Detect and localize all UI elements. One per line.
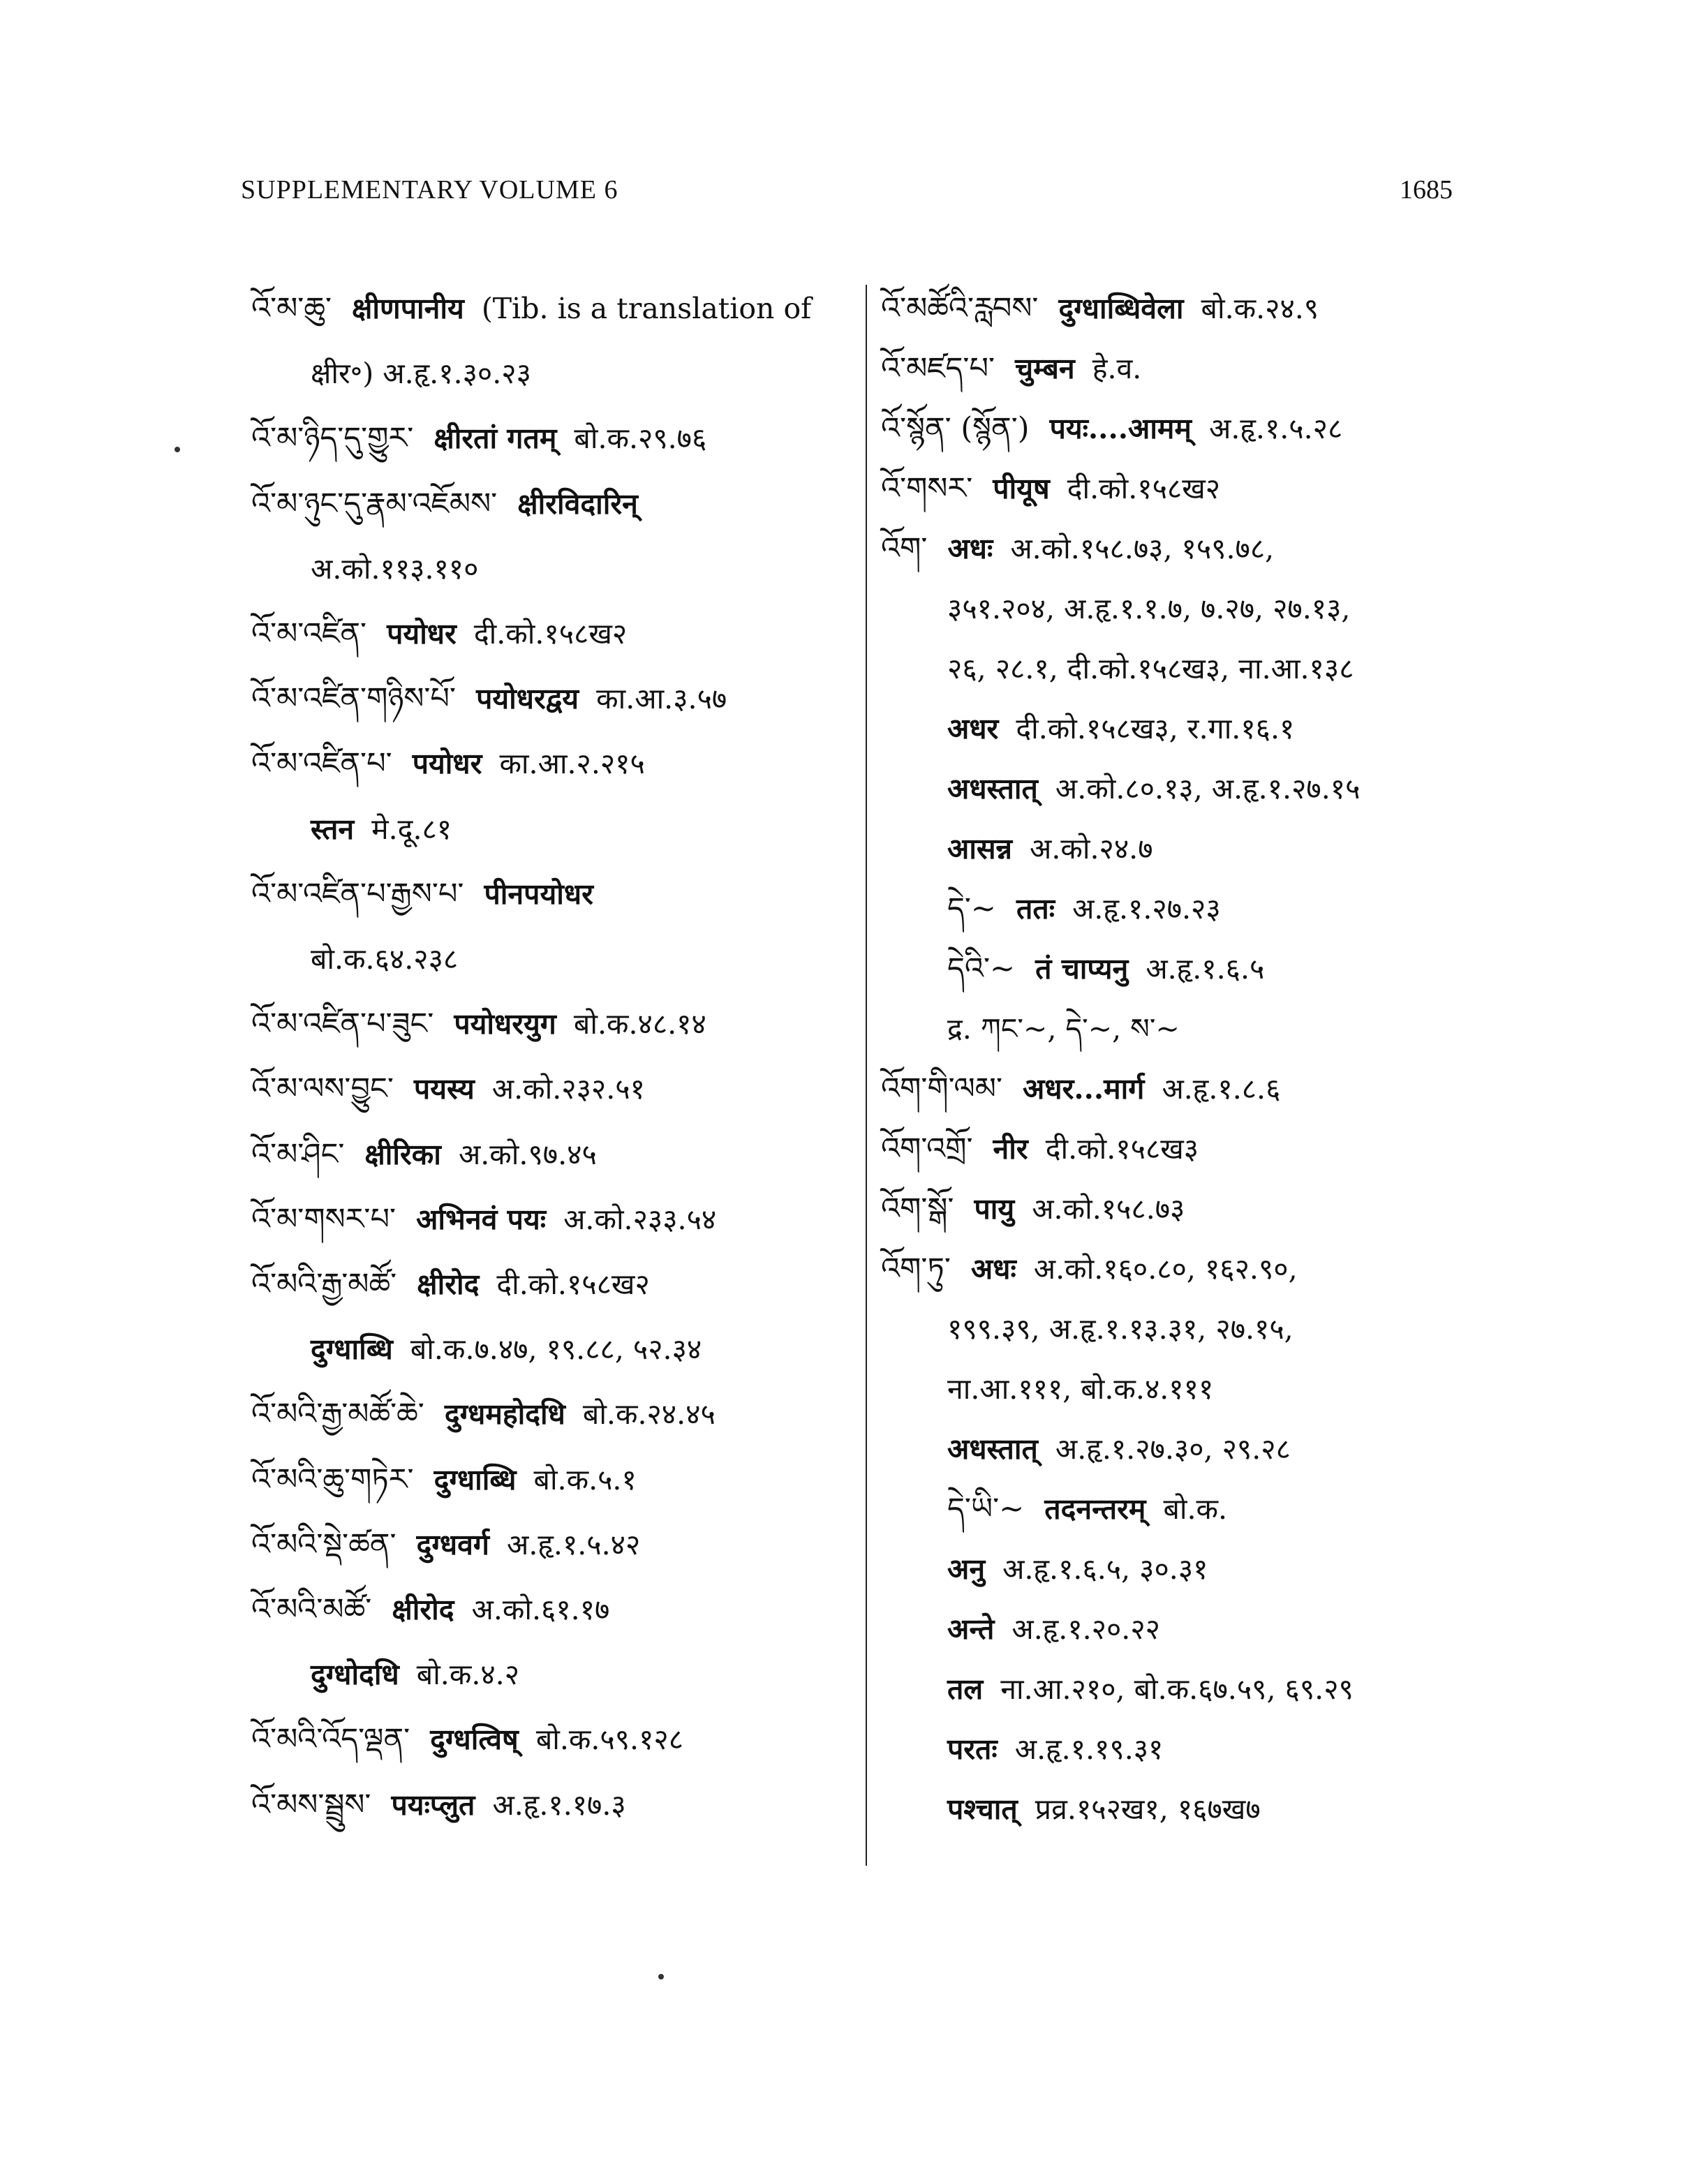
sanskrit-equivalent: अन्ते [947,1612,995,1646]
sanskrit-equivalent: आसन्न [947,832,1012,866]
entry-continuation-line [947,1008,1180,1050]
source-reference: अ.हृ.१.८.६ [1162,1072,1281,1106]
entry-continuation-line [947,708,1294,750]
entry-continuation-line [947,1788,1261,1830]
sanskrit-equivalent: दुग्धाब्धि [433,1462,517,1496]
entry-continuation-line [311,1654,519,1695]
entry-continuation-line [947,828,1153,870]
tibetan-headword: འོ་མའི་མཚོ་ [251,1592,372,1627]
entry-continuation-line [311,808,452,850]
source-reference: अ.को.२३३.५४ [563,1202,717,1236]
sanskrit-equivalent: पायु [974,1192,1015,1226]
source-reference: अ.हृ.१.१७.३ [492,1788,626,1822]
running-head-volume: SUPPLEMENTARY VOLUME 6 [241,175,618,205]
tibetan-headword: འོ་མ་ཉིད་དུ་གྱུར་ [251,421,414,456]
dictionary-entry [251,1784,626,1826]
source-reference: ३५१.२०४, अ.हृ.१.१.७, ७.२७, २७.१३, [947,592,1351,625]
source-reference: अ.को.११३.११० [311,551,479,586]
entry-continuation-line [311,938,458,980]
sanskrit-equivalent: ततः [1016,892,1055,926]
entry-continuation-line [947,1668,1354,1710]
sanskrit-equivalent: पीयूष [993,472,1050,505]
sanskrit-equivalent: दुग्धाब्धिवेला [1058,292,1184,325]
tibetan-headword: འོ་མའི་ཆུ་གཏེར་ [251,1462,414,1497]
source-reference: बो.क.६४.२३८ [311,942,459,976]
sanskrit-equivalent: चुम्बन [1015,352,1075,385]
tibetan-headword: འོག་སྒོ་ [881,1191,954,1226]
entry-continuation-line [947,588,1350,630]
source-reference: बो.क. [1163,1492,1228,1526]
dictionary-entry [251,1068,645,1110]
sanskrit-equivalent: नीर [993,1132,1028,1166]
dictionary-entry [881,408,1342,450]
sanskrit-equivalent: अधर [947,712,999,745]
sanskrit-equivalent: अधः [970,1252,1016,1286]
source-reference: अ.को.२४.७ [1030,832,1153,866]
dictionary-entry [251,483,646,525]
sanskrit-equivalent: क्षीरिका [364,1137,441,1171]
sanskrit-equivalent: पयोधरद्वय [476,682,579,716]
source-reference: का.आ.२.२१५ [499,747,645,781]
dictionary-entry [881,468,1220,510]
source-reference: हे.व. [1092,352,1142,385]
tibetan-headword: དེ་ཡི་~ [947,1492,1025,1526]
tibetan-headword: དེའི་~ [947,951,1016,986]
dictionary-entry [881,528,1274,570]
sanskrit-equivalent: दुग्धोदधि [311,1658,399,1692]
stray-dot [658,1974,664,1979]
column-divider [866,285,867,1866]
entry-continuation-line [947,768,1360,810]
sanskrit-equivalent: दुग्धमहोदधि [444,1397,565,1432]
dictionary-entry [251,1003,706,1045]
sanskrit-equivalent: पयोधर [387,617,457,651]
sanskrit-equivalent: क्षीरतां गतम् [433,422,557,456]
source-reference: बो.क.५.१ [533,1462,637,1496]
sanskrit-equivalent: पश्चात् [947,1792,1018,1826]
sanskrit-equivalent: अभिनवं पयः [416,1202,547,1236]
dictionary-entry [881,348,1141,389]
sanskrit-equivalent: दुग्धवर्ग [416,1527,489,1561]
tibetan-headword: འོ་མ་འཛིན་པ་ཟུང་ [251,1006,434,1042]
sanskrit-equivalent: अनु [947,1552,986,1586]
source-reference: अ.को.६१.१७ [471,1593,610,1626]
source-reference: २६, २८.१, दी.को.१५८ख३, ना.आ.१३८ [947,652,1354,685]
sanskrit-equivalent: परतः [947,1732,998,1766]
dictionary-entry [251,1263,650,1305]
dictionary-entry [251,1459,637,1501]
source-reference: अ.हृ.१.२०.२२ [1011,1612,1160,1646]
dictionary-entry [251,1134,597,1175]
sanskrit-equivalent: क्षीरविदारिन् [517,486,638,521]
source-reference: बो.क.२४.४५ [582,1397,716,1432]
tibetan-headword: འོ་མཚོའི་རླབས་ [881,291,1039,326]
sanskrit-equivalent: तदनन्तरम् [1044,1492,1146,1526]
source-reference: अ.हृ.१.१९.३१ [1014,1732,1164,1766]
tibetan-headword: འོ་མའི་རྒྱ་མཚོ་ [251,1267,397,1302]
source-reference: १९९.३९, अ.हृ.१.१३.३१, २७.१५, [947,1312,1294,1346]
tibetan-headword: འོ་མཛད་པ་ [881,351,995,386]
sanskrit-equivalent: पयःप्लुत [391,1788,475,1822]
sanskrit-equivalent: अधस्तात् [947,1432,1038,1466]
source-reference: दी.को.१५८ख२ [496,1268,650,1301]
sanskrit-equivalent: स्तन [311,812,355,846]
tibetan-headword: འོ་མའི་འོད་ལྡན་ [251,1722,410,1758]
tibetan-headword: འོག་འགྲོ་ [881,1131,973,1166]
dictionary-entry [881,1128,1199,1170]
sanskrit-equivalent: अधस्तात् [947,772,1038,805]
entry-continuation-line [947,1308,1294,1350]
dictionary-entry [251,613,627,655]
tibetan-headword: འོ་མ་འཛིན་གཉིས་པོ་ [251,681,457,717]
sanskrit-equivalent: अधः [947,532,993,565]
entry-continuation-line [947,648,1354,690]
dictionary-entry [251,1718,683,1760]
tibetan-headword: འོ་མའི་སྡེ་ཚན་ [251,1526,396,1562]
tibetan-headword: དེ་~ [947,891,996,926]
stray-dot [175,447,180,452]
sanskrit-equivalent: तल [947,1672,984,1706]
source-reference: बो.क.७.४७, १९.८८, ५२.३४ [410,1332,702,1367]
tibetan-headword: འོ་མ་འཛིན་པ་ [251,746,392,782]
sanskrit-equivalent: पयोधरयुग [454,1007,556,1041]
entry-continuation-line [947,1488,1227,1530]
dictionary-entry [881,288,1319,329]
source-reference: अ.हृ.१.२७.३०, २९.२८ [1055,1432,1291,1466]
dictionary-entry [251,417,706,459]
source-reference: (Tib. is a translation of [481,292,812,325]
source-reference: अ.को.१६०.८०, १६२.९०, [1033,1252,1298,1286]
source-reference: अ.को.२३२.५१ [491,1072,645,1106]
dictionary-entry [881,1068,1280,1110]
source-reference: अ.हृ.१.२७.२३ [1072,892,1221,926]
tibetan-headword: འོག་གི་ལམ་ [881,1071,1002,1106]
tibetan-headword: འོ་མ་འཛིན་པ་རྒྱས་པ་ [251,876,464,912]
source-reference: अ.हृ.१.६.५, ३०.३१ [1002,1552,1208,1586]
entry-continuation-line [947,1728,1163,1770]
entry-continuation-line [947,1428,1291,1470]
sanskrit-equivalent: क्षीरोद [417,1268,480,1301]
dictionary-entry [251,873,602,915]
entry-continuation-line [311,548,478,590]
dictionary-entry [881,1248,1298,1290]
tibetan-headword: འོ་མ་ལས་བྱུང་ [251,1071,394,1107]
tibetan-headword: འོ་མ་ཆུ་ [251,291,332,326]
tibetan-headword: འོ་མ་གསར་པ་ [251,1201,396,1237]
source-reference: बो.क.५९.१२८ [535,1723,684,1757]
entry-continuation-line [947,1368,1213,1410]
source-reference: अ.हृ.१.५.२८ [1209,412,1343,445]
tibetan-headword: འོག་ཏུ་ [881,1251,951,1286]
entry-continuation-line [311,1328,702,1370]
sanskrit-equivalent: पयः....आमम् [1049,412,1192,445]
source-reference: दी.को.१५८ख३ [1045,1132,1199,1166]
dictionary-entry [251,743,645,785]
source-reference: अ.को.९७.४५ [458,1137,597,1171]
tibetan-headword: འོ་མ་འཛིན་ [251,616,367,651]
dictionary-entry [881,1188,1185,1230]
source-reference: बो.क.४.२ [416,1658,520,1692]
entry-continuation-line [947,1608,1160,1650]
dictionary-entry [251,1524,640,1566]
tibetan-headword: འོག་ [881,531,928,566]
sanskrit-equivalent: अधर...मार्ग [1023,1072,1145,1106]
entry-continuation-line [311,352,531,394]
sanskrit-equivalent: दुग्धाब्धि [311,1332,393,1367]
source-reference: अ.को.१५८.७३, १५९.७८, [1010,532,1275,565]
source-reference: दी.को.१५८ख२ [473,617,628,651]
dictionary-entry [251,288,811,329]
source-reference: अ.हृ.१.६.५ [1146,952,1265,986]
dictionary-entry [251,1198,716,1240]
source-reference: प्रव्र.१५२ख१, १६७ख७ [1035,1792,1261,1826]
entry-continuation-line [947,1548,1208,1590]
source-reference: बो.क.४८.१४ [573,1007,706,1041]
source-reference: मे.दू.८१ [371,812,452,846]
dictionary-entry [251,1589,609,1630]
sanskrit-equivalent: दुग्धत्विष् [430,1723,519,1757]
source-reference: बो.क.२४.९ [1201,292,1319,325]
tibetan-headword: འོ་སྙོན་ (སྙོན་) [881,411,1030,446]
sanskrit-equivalent: क्षीरोद [392,1593,454,1626]
tibetan-headword: འོ་མའི་རྒྱ་མཚོ་ཆེ་ [251,1397,424,1432]
page-number: 1685 [1400,175,1453,205]
entry-continuation-line [947,888,1221,930]
page-header [241,174,1453,216]
source-reference: क्षीर॰) अ.हृ.१.३०.२३ [311,357,531,391]
source-reference: ना.आ.२१०, बो.क.६७.५९, ६९.२९ [1000,1672,1354,1706]
source-reference: अ.हृ.१.५.४२ [507,1527,641,1561]
source-reference: बो.क.२९.७६ [574,422,707,456]
sanskrit-equivalent: पीनपयोधर [484,877,593,911]
sanskrit-equivalent: पयोधर [412,747,482,781]
tibetan-headword: འོ་མས་སྦྲུས་ [251,1787,371,1822]
entry-continuation-line [947,948,1264,990]
tibetan-headword: འོ་མ་ཉུང་དུ་རྣམ་འཇོམས་ [251,486,498,521]
sanskrit-equivalent: क्षीणपानीय [352,292,464,325]
source-reference: दी.को.१५८ख२ [1067,472,1221,505]
source-reference: का.आ.३.५७ [596,682,727,716]
source-reference: अ.को.८०.१३, अ.हृ.१.२७.१५ [1055,772,1361,805]
sanskrit-equivalent: पयस्य [413,1072,475,1106]
source-reference: दी.को.१५८ख३, र.गा.१६.१ [1016,712,1295,745]
sanskrit-equivalent: तं चाप्यनु [1035,952,1129,986]
source-reference: ना.आ.१११, बो.क.४.१११ [947,1372,1214,1406]
dictionary-entry [251,1393,716,1435]
tibetan-headword: འོ་མ་ཤིང་ [251,1136,345,1172]
dictionary-entry [251,678,727,720]
source-reference: द्र. ཀང་~, དེ་~, ས་~ [947,1012,1180,1046]
source-reference: अ.को.१५८.७३ [1032,1192,1185,1226]
tibetan-headword: འོ་གསར་ [881,471,973,506]
